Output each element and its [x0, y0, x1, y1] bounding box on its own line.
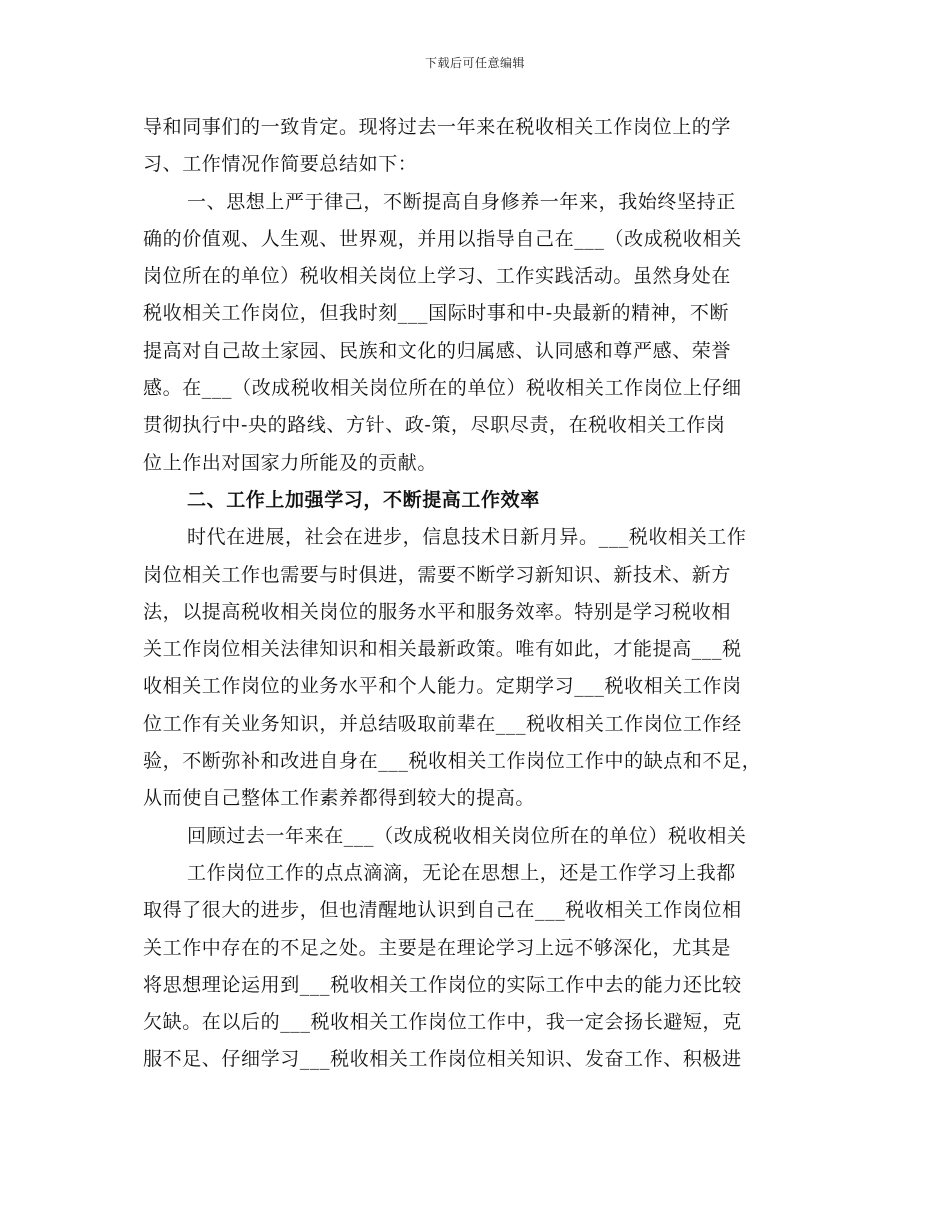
- text-line: 法，以提高税收相关岗位的服务水平和服务效率。特别是学习税收相: [143, 600, 732, 623]
- text-line: 位工作有关业务知识，并总结吸取前辈在___税收相关工作岗位工作经: [143, 712, 742, 735]
- text-line: 取得了很大的进步，但也清醒地认识到自己在___税收相关工作岗位相: [143, 899, 742, 922]
- text-line: 服不足、仔细学习___税收相关工作岗位相关知识、发奋工作、积极进: [143, 1048, 742, 1071]
- text-line: 感。在___（改成税收相关岗位所在的单位）税收相关工作岗位上仔细: [143, 377, 742, 400]
- text-line: 从而使自己整体工作素养都得到较大的提高。: [143, 787, 536, 810]
- text-line: 欠缺。在以后的___税收相关工作岗位工作中，我一定会扬长避短，克: [143, 1011, 742, 1034]
- text-line: 回顾过去一年来在___（改成税收相关岗位所在的单位）税收相关: [187, 824, 747, 847]
- text-line: 习、工作情况作简要总结如下：: [143, 153, 418, 176]
- document-body: [143, 109, 813, 1079]
- text-line: 导和同事们的一致肯定。现将过去一年来在税收相关工作岗位上的学: [143, 116, 732, 138]
- section-heading: 二、工作上加强学习，不断提高工作效率: [187, 488, 540, 511]
- text-line: 位上作出对国家力所能及的贡献。: [143, 451, 438, 474]
- text-line: 提高对自己故土家园、民族和文化的归属感、认同感和尊严感、荣誉: [143, 339, 732, 362]
- text-line: 确的价值观、人生观、世界观，并用以指导自己在___（改成税收相关: [143, 227, 742, 250]
- text-line: 关工作岗位相关法律知识和相关最新政策。唯有如此，才能提高___税: [143, 638, 742, 661]
- text-line: 一、思想上严于律己，不断提高自身修养一年来，我始终坚持正: [187, 190, 736, 213]
- text-line: 验，不断弥补和改进自身在___税收相关工作岗位工作中的缺点和不足，: [143, 750, 762, 773]
- text-line: 税收相关工作岗位，但我时刻___国际时事和中-央最新的精神，不断: [143, 302, 730, 325]
- text-line: 关工作中存在的不足之处。主要是在理论学习上远不够深化，尤其是: [143, 936, 732, 959]
- text-line: 工作岗位工作的点点滴滴，无论在思想上，还是工作学习上我都: [187, 861, 736, 884]
- text-line: 岗位相关工作也需要与时俱进，需要不断学习新知识、新技术、新方: [143, 563, 732, 586]
- text-line: 时代在进展，社会在进步，信息技术日新月异。___税收相关工作: [187, 526, 747, 549]
- text-line: 收相关工作岗位的业务水平和个人能力。定期学习___税收相关工作岗: [143, 675, 742, 698]
- text-line: 岗位所在的单位）税收相关岗位上学习、工作实践活动。虽然身处在: [143, 265, 732, 288]
- text-line: 贯彻执行中-央的路线、方针、政-策，尽职尽责，在税收相关工作岗: [143, 414, 726, 437]
- page-header: 下载后可任意编辑: [424, 56, 525, 70]
- text-line: 将思想理论运用到___税收相关工作岗位的实际工作中去的能力还比较: [143, 973, 742, 996]
